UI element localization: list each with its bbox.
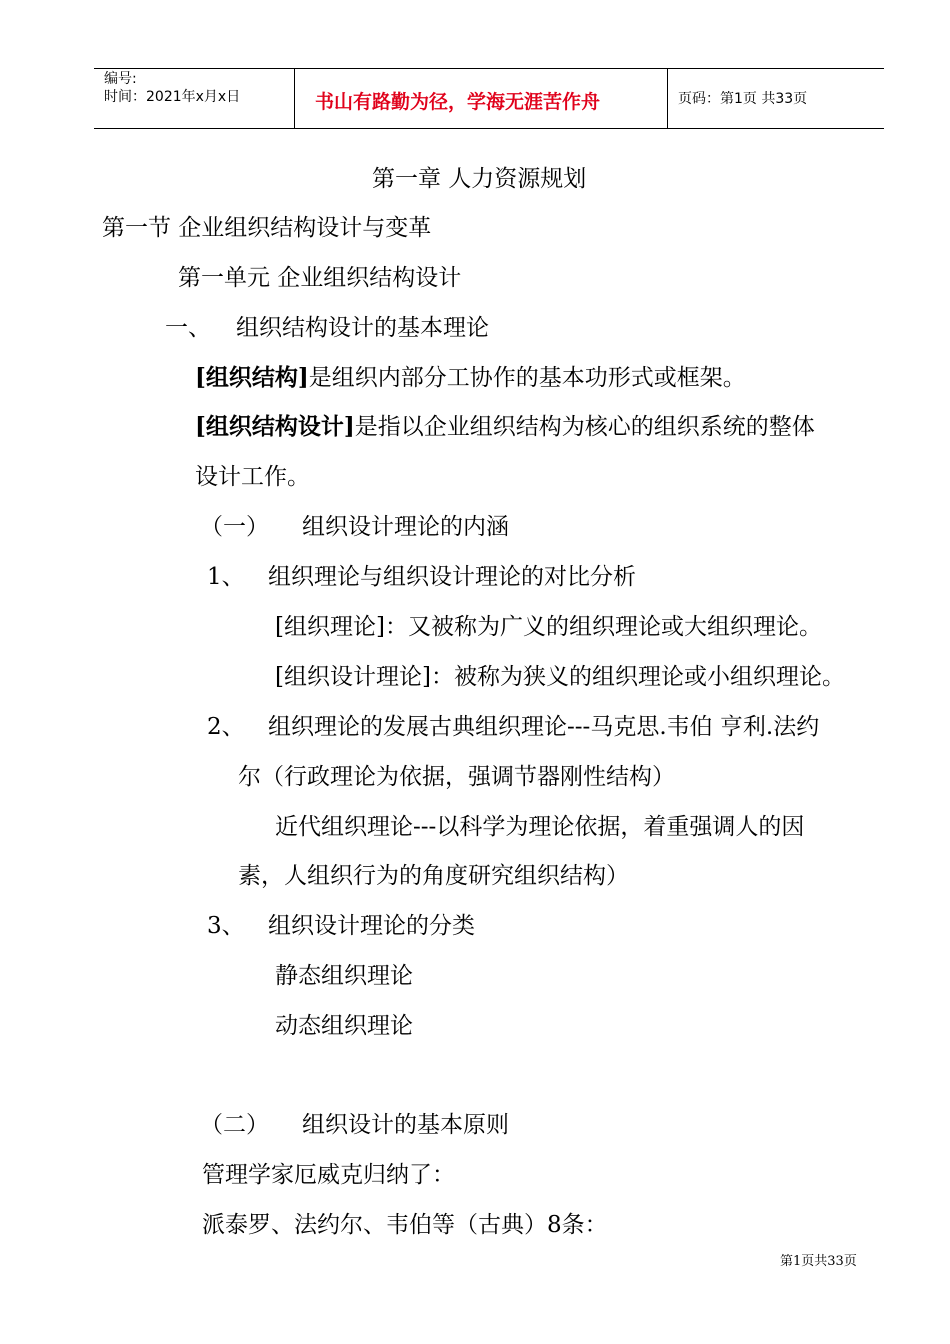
item1-text: 组织理论与组织设计理论的对比分析 [268,564,636,590]
footer-page-info: 第1页共33页 [780,1254,857,1269]
header-motto: 书山有路勤为径，学海无涯苦作舟 [315,91,601,113]
heading1-text: 组织结构设计的基本理论 [236,315,489,341]
definition-org-structure [195,364,746,392]
header-bottom-rule [94,128,884,129]
header-time-label: 时间：2021年x月x日 [104,89,241,105]
item3-number: 3、 [207,913,245,939]
item2-modern-line2: 素，人组织行为的角度研究组织结构） [238,863,629,889]
definition-text: 是指以企业组织结构为核心的组织系统的整体 [354,414,815,440]
item1-number: 1、 [207,564,245,590]
definition-text: 是组织内部分工协作的基本功形式或框架。 [308,365,746,391]
header-divider-right [667,68,668,129]
item2-number: 2、 [207,714,245,740]
definition-term: [组织结构] [195,364,309,391]
paragraph-urwick: 管理学家厄威克归纳了： [202,1162,455,1188]
header-serial-label: 编号: [104,71,137,87]
header-divider-left [294,68,295,129]
subheading2-number: （二） [200,1112,269,1138]
item2-cont: 尔（行政理论为依据，强调节器刚性结构） [238,764,675,790]
subheading1-text: 组织设计理论的内涵 [302,514,509,540]
unit-title: 第一单元 企业组织结构设计 [178,265,462,291]
item1-line1: [组织理论]：又被称为广义的组织理论或大组织理论。 [275,614,822,640]
header-page-info: 页码：第1页 共33页 [678,91,808,107]
subheading2-text: 组织设计的基本原则 [302,1112,509,1138]
item3-text: 组织设计理论的分类 [268,913,475,939]
section-title: 第一节 企业组织结构设计与变革 [102,215,432,241]
header-top-rule [94,68,884,69]
subheading1-number: （一） [200,514,269,540]
item3-sub1: 静态组织理论 [275,963,413,989]
heading1-number: 一、 [165,315,211,341]
item3-sub2: 动态组织理论 [275,1013,413,1039]
paragraph-classical: 派泰罗、法约尔、韦伯等（古典）8条： [202,1212,608,1238]
definition-org-design [195,413,815,441]
item2-modern-line1: 近代组织理论---以科学为理论依据，着重强调人的因 [275,814,805,840]
chapter-title: 第一章 人力资源规划 [372,166,587,192]
item2-text: 组织理论的发展古典组织理论---马克思.韦伯 亨利.法约 [268,714,820,740]
definition-term: [组织结构设计] [195,413,355,440]
definition-org-design-cont: 设计工作。 [195,464,310,490]
item1-line2: [组织设计理论]：被称为狭义的组织理论或小组织理论。 [275,664,845,690]
